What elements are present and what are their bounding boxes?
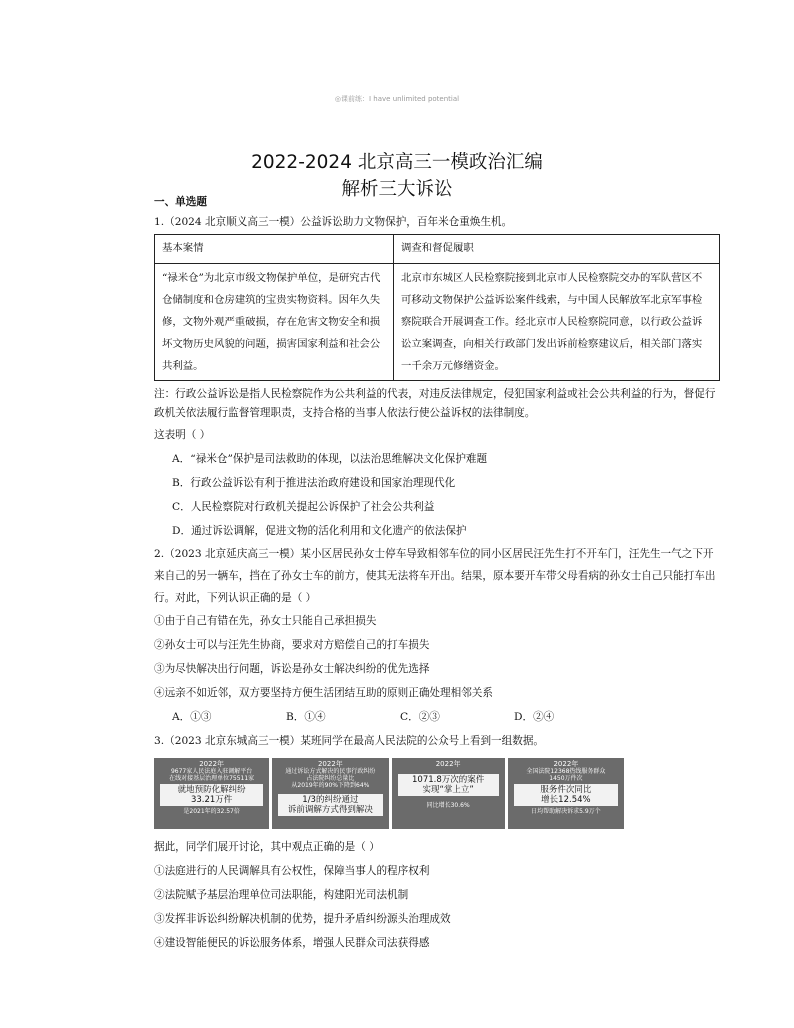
data-infographic: [154, 758, 624, 829]
card-highlight-text: 1071.8万次的案件: [412, 774, 485, 785]
case-table-row: [155, 263, 720, 380]
question-2-options: [154, 705, 724, 729]
question-3-stem: 3.（2023 北京东城高三一模）某班同学在最高人民法院的公众号上看到一组数据。: [154, 734, 545, 747]
page-subtitle: 解析三大诉讼: [341, 179, 453, 200]
card-highlight-text: 33.21万件: [190, 794, 233, 805]
question-1-stem: 1.（2024 北京顺义高三一模）公益诉讼助力文物保护，百年米仓重焕生机。: [154, 215, 513, 228]
question-1-prompt: 这表明（ ）: [154, 428, 211, 441]
card-highlight-text: 就地预防化解纠纷: [177, 784, 246, 795]
statement-1: ①由于自己有错在先，孙女士只能自己承担损失: [154, 614, 377, 627]
option-c: C．②③: [400, 710, 440, 723]
statement-4: ④远亲不如近邻，双方要坚持方便生活团结互助的原则正确处理相邻关系: [154, 686, 493, 699]
option-d: D．②④: [514, 710, 555, 723]
card-text: 在线对接基层治理单位75511家: [169, 774, 255, 782]
option-d: D．通过诉讼调解，促进文物的活化利用和文化遗产的依法保护: [172, 524, 467, 537]
card-highlight-text: 增长12.54%: [541, 794, 591, 805]
card-highlight: [278, 794, 382, 816]
case-table: [154, 234, 720, 381]
card-footnote: 同比增长30.6%: [426, 801, 470, 809]
document-body: [154, 197, 724, 955]
case-table-header: 调查和督促履职: [394, 234, 720, 263]
card-year: 2022年: [553, 759, 579, 768]
case-table-cell: “禄米仓”为北京市级文物保护单位，是研究古代仓储制度和仓房建筑的宝贵实物资料。因年久失修，文物外观严重破损，存在危害文物安全和损坏文物历史风貌的问题，损害国家利益和社会公共利益。: [155, 263, 394, 380]
card-year: 2022年: [199, 759, 225, 768]
card-highlight-text: 诉前调解方式得到解决: [287, 804, 373, 815]
card-footnote: 日均帮助解决诉求5.9万个: [531, 807, 601, 815]
card-highlight: [514, 784, 618, 806]
card-footnote: 是2021年的32.57倍: [183, 807, 240, 815]
card-text: 从2019年的90%下降到64%: [291, 781, 370, 789]
card-text: 9677家人民法庭入驻调解平台: [170, 767, 253, 775]
option-b: B．行政公益诉讼有利于推进法治政府建设和国家治理现代化: [172, 476, 456, 489]
card-highlight: [398, 774, 499, 796]
infographic-card: [154, 758, 269, 829]
card-text: 占法院纠纷总量比: [306, 774, 355, 782]
statement-4: ④建设智能便民的诉讼服务体系，增强人民群众司法获得感: [154, 936, 430, 949]
question-3-prompt: 据此，同学们展开讨论，其中观点正确的是（ ）: [154, 840, 380, 853]
card-highlight: [160, 784, 263, 806]
option-a: A．①③: [172, 710, 212, 723]
statement-1: ①法庭进行的人民调解具有公权性，保障当事人的程序权利: [154, 864, 430, 877]
option-b: B．①④: [286, 710, 326, 723]
card-text: 1450万件次: [549, 774, 583, 782]
question-1-note: 注：行政公益诉讼是指人民检察院作为公共利益的代表，对违反法律规定，侵犯国家利益或社会公共利益的行为，督促行政机关依法履行监督管理职责，支持合格的当事人依法行使公益诉权的法律制度。: [154, 387, 716, 419]
card-highlight-text: 1/3的纠纷通过: [302, 794, 359, 805]
case-table-header-row: [155, 234, 720, 263]
section-heading: 一、单选题: [154, 196, 207, 208]
card-year: 2022年: [435, 759, 461, 768]
case-table-header: 基本案情: [155, 234, 394, 263]
card-text: 全国法院12368热线服务群众: [526, 767, 606, 775]
infographic-card: [272, 758, 388, 829]
option-a: A．“禄米仓”保护是司法救助的体现，以法治思维解决文化保护难题: [172, 452, 488, 465]
statement-2: ②法院赋予基层治理单位司法职能，构建阳光司法机制: [154, 888, 409, 901]
statement-2: ②孙女士可以与汪先生协商，要求对方赔偿自己的打车损失: [154, 638, 430, 651]
card-text: 通过诉讼方式解决的民事行政纠纷: [285, 767, 376, 775]
card-highlight-text: 实现“掌上立”: [422, 784, 474, 795]
page-title: 2022-2024 北京高三一模政治汇编: [251, 152, 543, 173]
statement-3: ③为尽快解决出行问题，诉讼是孙女士解决纠纷的优先选择: [154, 662, 430, 675]
option-c: C．人民检察院对行政机关提起公诉保护了社会公共利益: [172, 500, 435, 513]
watermark: ◎课前练：I have unlimited potential: [334, 95, 460, 103]
infographic-card: [392, 758, 505, 829]
statement-3: ③发挥非诉讼纠纷解决机制的优势，提升矛盾纠纷源头治理成效: [154, 912, 451, 925]
infographic-card: [508, 758, 624, 829]
card-highlight-text: 服务件次同比: [540, 784, 592, 795]
question-2-stem: 2.（2023 北京延庆高三一模）某小区居民孙女士停车导致相邻车位的同小区居民汪先生打不开车门，汪先生一气之下开来自己的另一辆车，挡在了孙女士车的前方，使其无法将车开出。结果，原本要开车带父母看病的孙女士自己只能打车出行。对此，下列认识正确的是（ ）: [154, 547, 716, 604]
case-table-cell: 北京市东城区人民检察院接到北京市人民检察院交办的军队营区不可移动文物保护公益诉讼案件线索，与中国人民解放军北京军事检察院联合开展调查工作。经北京市人民检察院同意，以行政公益诉讼立案调查，向相关行政部门发出诉前检察建议后，相关部门落实一千余万元修缮资金。: [394, 263, 720, 380]
card-year: 2022年: [317, 759, 343, 768]
